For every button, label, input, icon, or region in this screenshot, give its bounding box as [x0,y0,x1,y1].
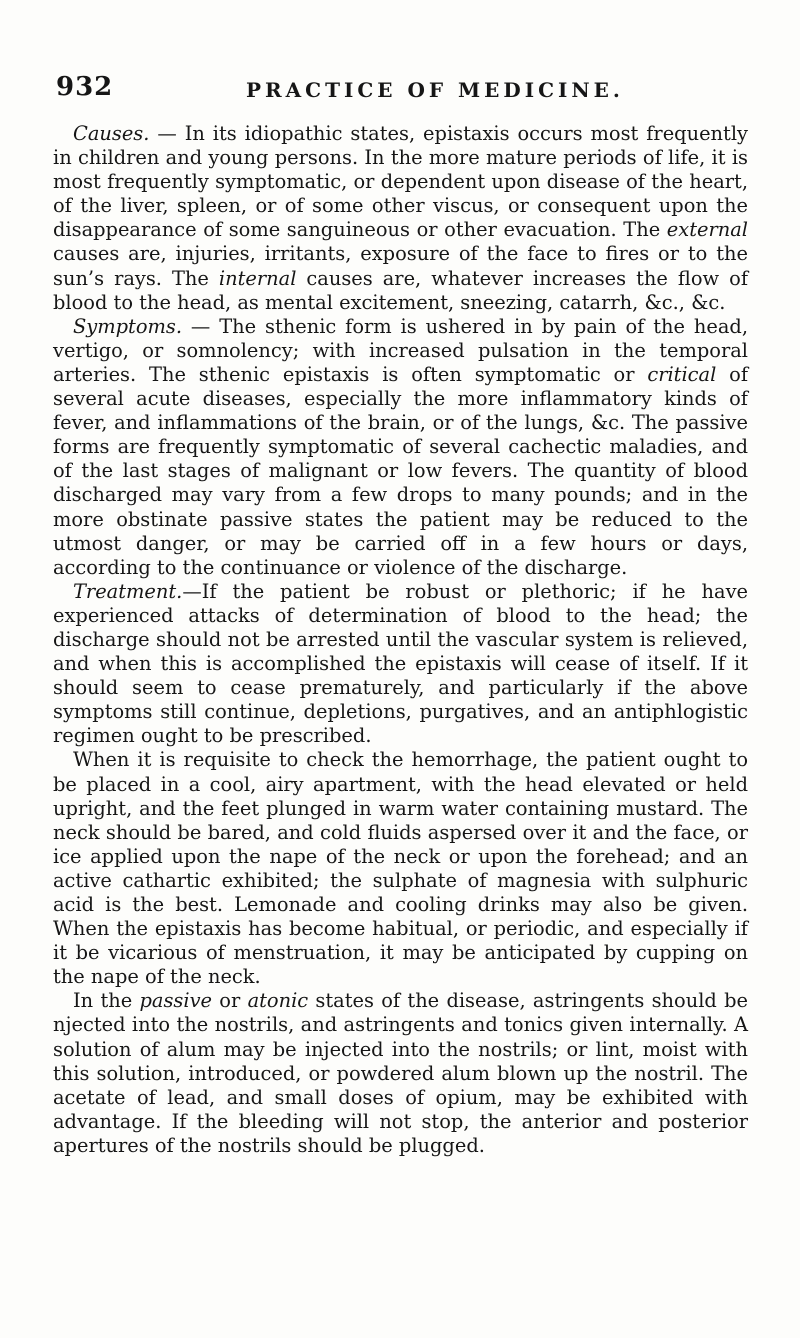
italic-text: atonic [247,989,309,1013]
text-run: of several acute diseases, especially the more inflammatory kinds of fever, and inflammations of the brain, or of the lungs, &c. The passive forms are frequently symptomatic of several cachectic maladies, and of the last stages of malignant or low fevers. The quantity of blood discharged may vary from a few drops to many pounds; and in the more obstinate passive states the patient may be reduced to the utmost danger, or may be carried off in a few hours or days, according to the continuance or violence of the discharge. [53,362,749,579]
text-run: causes are, whatever increases the flow of blood to the head, as mental excitement, sneezing, catarrh, &c., &c. [53,266,748,314]
body-text [53,122,748,1158]
paragraph [53,989,748,1158]
page-header [56,72,746,112]
paragraph [53,748,748,989]
paragraph-heading: Causes. [73,122,150,145]
page-number: 932 [56,72,114,102]
text-run: In the [73,989,140,1013]
paragraph-heading: Treatment. [73,579,183,603]
paragraph [53,580,748,749]
italic-text: internal [218,266,297,290]
paragraph-heading: Symptoms. [73,314,183,338]
text-run: states of the disease, astringents should be njected into the nostrils, and astringents and tonics given internally. A solution of alum may be injected into the nostrils; or lint, moist with this solution, introduced, or powdered alum blown up the nostril. The acetate of lead, and small doses of opium, may be exhibited with advantage. If the bleeding will not stop, the anterior and posterior apertures of the nostrils should be plugged. [53,989,749,1157]
text-run: When it is requisite to check the hemorrhage, the patient ought to be placed in a cool, airy apartment, with the head elevated or held upright, and the feet plunged in warm water containing mustard. The neck should be bared, and cold fluids aspersed over it and the face, or ice applied upon the nape of the neck or upon the forehead; and an active cathartic exhibited; the sulphate of magnesia with sulphuric acid is the best. Lemonade and cooling drinks may also be given. When the epistaxis has become habitual, or periodic, and especially if it be vicarious of menstruation, it may be anticipated by cupping on the nape of the neck. [53,748,748,989]
running-title: PRACTICE OF MEDICINE. [246,78,624,102]
text-run: or [212,989,248,1013]
italic-text: passive [139,989,213,1013]
text-run: —If the patient be robust or plethoric; if he have experienced attacks of determination of blood to the head; the discharge should not be arrested until the vascular system is relieved, and when this is accomplished the epistaxis will cease of itself. If it should seem to cease prematurely, and particularly if the above symptoms still continue, depletions, purgatives, and an antiphlogistic regimen ought to be prescribed. [53,579,748,748]
paragraph [53,315,748,580]
text-run: — The sthenic form is ushered in by pain of the head, vertigo, or somnolency; with increased pulsation in the temporal arteries. The sthenic epistaxis is often symptomatic or [53,314,748,386]
text-run: — In its idiopathic states, epistaxis occurs most frequently in children and young persons. In the more mature periods of life, it is most frequently symptomatic, or dependent upon disease of the heart, of the liver, spleen, or of some other viscus, or consequent upon the disappearance of some sanguineous or other evacuation. The [53,122,748,242]
paragraph [53,122,748,315]
italic-text: critical [647,362,717,386]
text-run: causes are, injuries, irritants, exposure of the face to fires or to the sun’s rays. The [53,242,748,290]
italic-text: external [666,218,748,242]
